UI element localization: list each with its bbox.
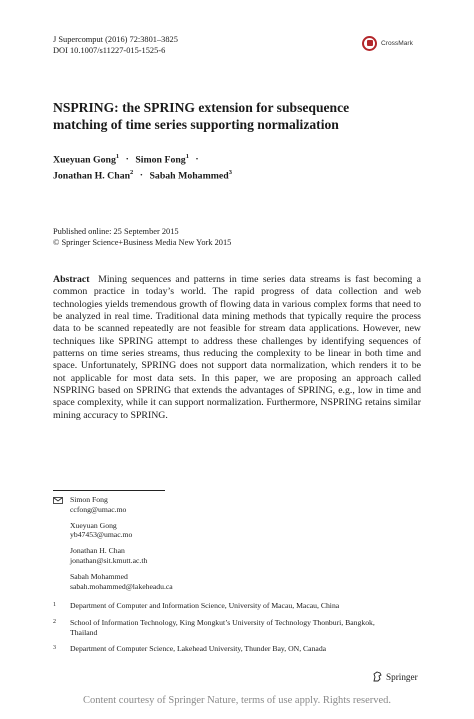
contact-list <box>53 495 173 597</box>
author-separator: · <box>195 154 199 166</box>
contact-email[interactable]: jonathan@sit.kmutt.ac.th <box>70 555 148 565</box>
affiliation-entry <box>53 644 390 654</box>
abstract-label: Abstract <box>53 274 90 285</box>
author-affil-mark: 3 <box>228 168 232 176</box>
affiliation-number: 1 <box>53 602 56 608</box>
author-affil-mark: 1 <box>185 153 189 160</box>
affiliation-number: 2 <box>53 619 56 625</box>
affiliation-entry <box>53 618 385 638</box>
affiliation-text: Department of Computer and Information Science, University of Macau, Macau, China <box>70 601 340 610</box>
mail-icon <box>53 497 63 504</box>
journal-citation <box>53 35 178 56</box>
author-line <box>53 151 232 167</box>
affiliation-text: School of Information Technology, King Mongkut’s University of Technology Thonburi, Bangkok, Thailand <box>70 618 375 637</box>
author-separator: · <box>125 154 129 166</box>
courtesy-notice: Content courtesy of Springer Nature, terms of use apply. Rights reserved. <box>82 695 392 706</box>
author-affil-mark: 1 <box>115 153 120 160</box>
abstract-text: Mining sequences and patterns in time series data streams is fast becoming a common practice in today’s world. The rapid progress of data collection and web technologies yields tremendous growth of flowing data in various complex forms that need to be analyzed in real time. Traditional data mining methods that typically require the process data to be scanned repeatedly are not feasible for stream data applications. However, new techniques like SPRING attempt to address these challenges by identifying sequences of patterns on time series streams, thus reducing the complexity to be linear in both time and space. Unfortunately, SPRING does not support data normalization, which renders it to be not applicable for most data sets. In this paper, we are proposing an approach called NSPRING based on SPRING that extends the advantages of SPRING, e.g., low in time and space complexity, while it can support normalization. Furthermore, NSPRING retains similar mining accuracy to SPRING. <box>53 274 421 421</box>
author-name: Simon Fong <box>135 154 186 166</box>
affiliation-number: 3 <box>53 645 56 651</box>
publication-info <box>53 227 231 248</box>
author-affil-mark: 2 <box>130 168 134 176</box>
crossmark-label: CrossMark <box>381 39 413 47</box>
contact-name: Jonathan H. Chan <box>70 546 125 556</box>
title-line: matching of time series supporting normalization <box>53 117 339 132</box>
contact-entry <box>70 495 173 515</box>
crossmark-icon <box>362 36 377 51</box>
author-name: Jonathan H. Chan <box>53 170 131 182</box>
contact-entry <box>70 546 173 566</box>
author-separator: · <box>139 170 144 182</box>
title-line: NSPRING: the SPRING extension for subsequence <box>53 100 350 115</box>
copyright-line: © Springer Science+Business Media New York 2015 <box>53 237 232 247</box>
abstract <box>53 274 421 422</box>
paper-title <box>53 99 423 133</box>
contact-email[interactable]: sabah.mohammed@lakeheadu.ca <box>70 581 173 591</box>
author-line <box>53 167 232 183</box>
springer-horse-icon <box>372 671 383 682</box>
doi-line: DOI 10.1007/s11227-015-1525-6 <box>53 45 166 55</box>
author-name: Xueyuan Gong <box>53 154 116 166</box>
affiliation-text: Department of Computer Science, Lakehead University, Thunder Bay, ON, Canada <box>70 644 327 653</box>
affiliation-entry <box>53 601 390 611</box>
contact-name: Xueyuan Gong <box>70 520 117 530</box>
author-name: Sabah Mohammed <box>149 170 229 182</box>
springer-logo <box>372 671 418 682</box>
author-list <box>53 151 232 183</box>
springer-label: Springer <box>386 671 418 682</box>
contact-entry <box>70 521 173 541</box>
contact-email[interactable]: ccfong@umac.mo <box>70 504 127 514</box>
journal-line: J Supercomput (2016) 72:3801–3825 <box>53 35 178 44</box>
contact-entry <box>70 572 173 592</box>
crossmark-button[interactable] <box>362 34 448 52</box>
contact-name: Simon Fong <box>70 495 108 504</box>
published-date: Published online: 25 September 2015 <box>53 227 179 236</box>
contact-email[interactable]: yb47453@umac.mo <box>70 530 133 540</box>
contact-name: Sabah Mohammed <box>70 571 128 581</box>
footnote-divider <box>53 490 165 491</box>
